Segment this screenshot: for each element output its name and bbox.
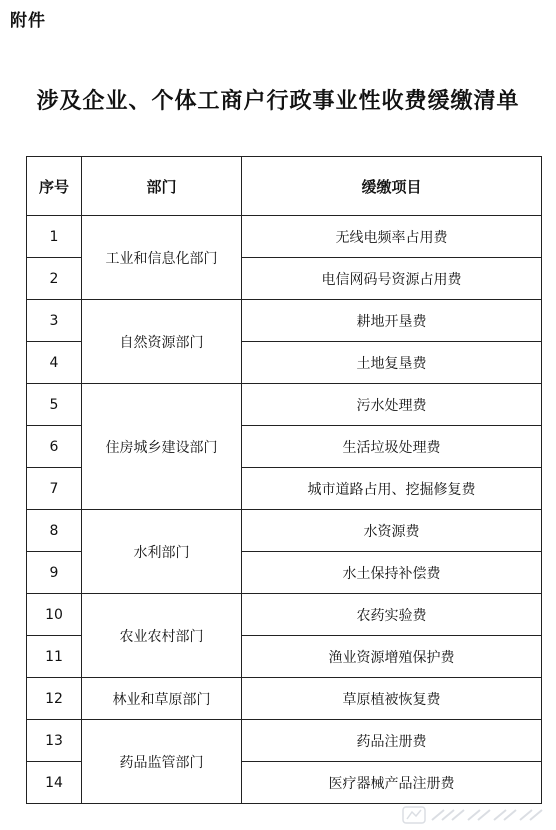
row-number: 7 [27, 468, 82, 510]
document-title: 涉及企业、个体工商户行政事业性收费缓缴清单 [36, 88, 520, 114]
row-number: 3 [27, 300, 82, 342]
fee-item-cell: 城市道路占用、挖掘修复费 [242, 468, 542, 510]
fee-item-cell: 医疗器械产品注册费 [242, 762, 542, 804]
table-header-row [27, 157, 542, 216]
header-no: 序号 [27, 157, 82, 216]
department-cell: 药品监管部门 [82, 720, 242, 804]
table-row [27, 594, 542, 636]
fee-item-cell: 电信网码号资源占用费 [242, 258, 542, 300]
row-number: 10 [27, 594, 82, 636]
watermark-logo [402, 804, 552, 826]
row-number: 12 [27, 678, 82, 720]
row-number: 4 [27, 342, 82, 384]
fee-item-cell: 耕地开垦费 [242, 300, 542, 342]
table-body [27, 216, 542, 804]
row-number: 9 [27, 552, 82, 594]
row-number: 6 [27, 426, 82, 468]
table-row [27, 216, 542, 258]
fee-item-cell: 无线电频率占用费 [242, 216, 542, 258]
fee-item-cell: 药品注册费 [242, 720, 542, 762]
table-row [27, 678, 542, 720]
row-number: 5 [27, 384, 82, 426]
fee-deferral-table [26, 156, 542, 804]
header-item: 缓缴项目 [242, 157, 542, 216]
fee-item-cell: 水土保持补偿费 [242, 552, 542, 594]
fee-item-cell: 渔业资源增殖保护费 [242, 636, 542, 678]
department-cell: 农业农村部门 [82, 594, 242, 678]
row-number: 11 [27, 636, 82, 678]
header-dept: 部门 [82, 157, 242, 216]
table-row [27, 720, 542, 762]
department-cell: 自然资源部门 [82, 300, 242, 384]
row-number: 14 [27, 762, 82, 804]
table-row [27, 510, 542, 552]
row-number: 8 [27, 510, 82, 552]
row-number: 1 [27, 216, 82, 258]
table-row [27, 300, 542, 342]
department-cell: 工业和信息化部门 [82, 216, 242, 300]
attachment-label: 附件 [10, 11, 46, 31]
fee-item-cell: 土地复垦费 [242, 342, 542, 384]
department-cell: 水利部门 [82, 510, 242, 594]
fee-item-cell: 草原植被恢复费 [242, 678, 542, 720]
row-number: 2 [27, 258, 82, 300]
fee-item-cell: 生活垃圾处理费 [242, 426, 542, 468]
fee-item-cell: 污水处理费 [242, 384, 542, 426]
fee-item-cell: 水资源费 [242, 510, 542, 552]
department-cell: 住房城乡建设部门 [82, 384, 242, 510]
row-number: 13 [27, 720, 82, 762]
department-cell: 林业和草原部门 [82, 678, 242, 720]
table-row [27, 384, 542, 426]
fee-item-cell: 农药实验费 [242, 594, 542, 636]
